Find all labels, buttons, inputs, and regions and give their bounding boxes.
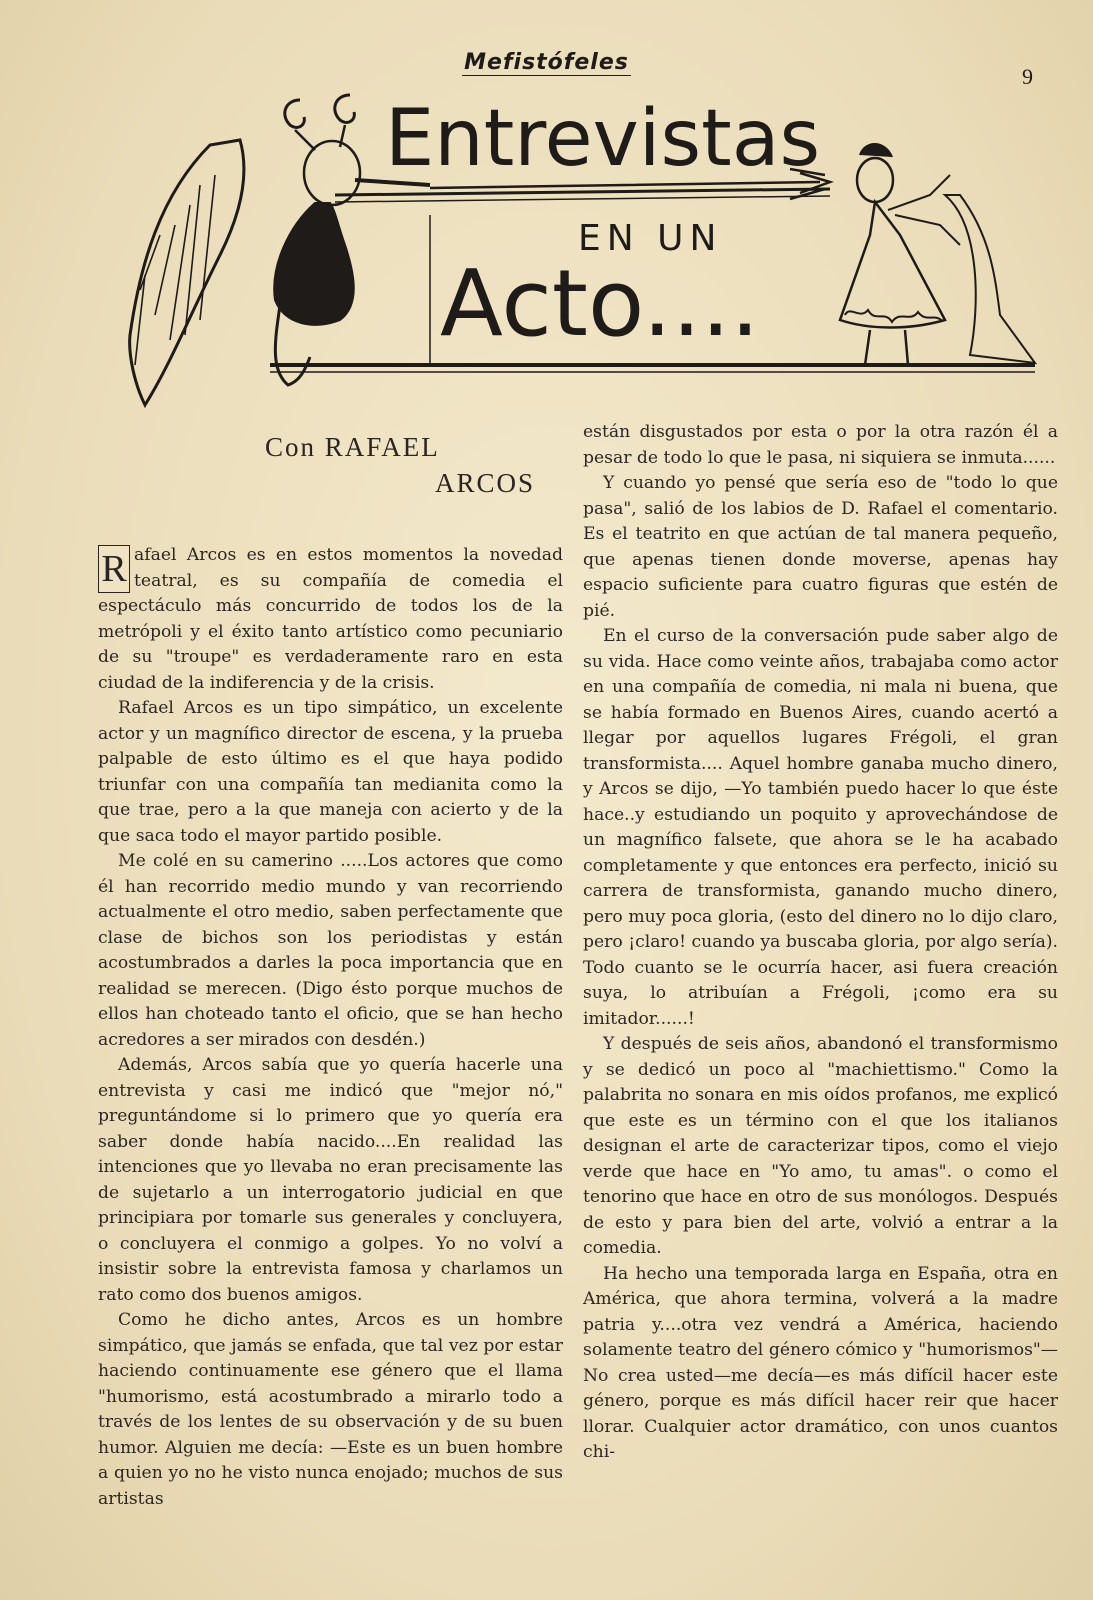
article-paragraph: Rafael Arcos es un tipo simpático, un excelente actor y un magnífico director de escena, y la prueba palpable de esto último es el que haya podido triunfar con una compañía tan medianita como la que trae, pero a la que maneja con acierto y de la que saca todo el mayor partido posible.: [98, 698, 563, 846]
drop-cap: R: [98, 545, 130, 593]
article-paragraph: R afael Arcos es en estos momentos la novedad teatral, es su compañía de comedia el espectáculo más concurrido de todos los de la metrópoli y el éxito tanto artístico como pecuniario de su "troupe" es verdaderamente raro en esta ciudad de la indiferencia y de la crisis.: [98, 545, 563, 693]
masthead-title-line3: Acto....: [440, 250, 760, 357]
article-paragraph: Como he dicho antes, Arcos es un hombre simpático, que jamás se enfada, que tal vez por estar haciendo continuamente ese género que el llama "humorismo, está acostumbrado a mirarlo todo a través de los lentes de su observación y de su buen humor. Alguien me decía: —Este es un buen hombre a quien yo no he visto nunca enojado; muchos de sus artistas: [98, 1310, 563, 1509]
running-title: [0, 50, 1093, 75]
masthead-illustration: [100, 85, 1060, 415]
article-paragraph: En el curso de la conversación pude saber algo de su vida. Hace como veinte años, trabajaba como actor en una compañía de comedia, ni mala ni buena, que se había formado en Buenos Aires, cuando acertó a llegar por aquellos lugares Frégoli, el gran transformista.... Aquel hombre ganaba mucho dinero, y Arcos se dijo, —Yo también puedo hacer lo que éste hace..y estudiando un poquito y aprovechándose de un magnífico falsete, que ahora se le ha acabado completamente y que entonces era perfecto, inició su carrera de transformista, ganando mucho dinero, pero muy poca gloria, (esto del dinero no lo dijo claro, pero ¡claro! cuando ya buscaba gloria, por algo sería). Todo cuanto se le ocurría hacer, asi fuera creación suya, lo atribuían a Frégoli, ¡como era su imitador......!: [583, 626, 1058, 1029]
page-number: 9: [1022, 64, 1033, 89]
masthead-title-line2: EN UN: [578, 218, 723, 259]
article-paragraph: Me colé en su camerino .....Los actores que como él han recorrido medio mundo y van recorriendo actualmente el otro medio, saben perfectamente que clase de bichos son los periodistas y están acostumbrados a darles la poca importancia que en realidad se merecen. (Digo ésto porque muchos de ellos han choteado tanto el oficio, que se han hecho acredores a ser mirados con desdén.): [98, 851, 563, 1050]
article-paragraph: Y después de seis años, abandonó el transformismo y se dedicó un poco al "machiettismo." Como la palabrita no sonara en mis oídos profanos, me explicó que este es un término con el que los italianos designan el arte de caracterizar tipos, como el viejo verde que hace en "Yo amo, tu amas". o como el tenorino que hace en otro de sus monólogos. Después de esto y para bien del arte, volvió a entrar a la comedia.: [583, 1034, 1058, 1258]
magazine-name: Mefistófeles: [464, 50, 629, 75]
article-masthead: [100, 85, 1060, 415]
masthead-title-line1: Entrevistas: [385, 94, 821, 184]
dancer-icon: [840, 144, 1035, 365]
byline-name: ARCOS: [435, 468, 536, 498]
byline-prefix: Con RAFAEL: [265, 432, 440, 462]
article-column-right: [583, 420, 1058, 1466]
article-column-left: [98, 543, 563, 1512]
article-paragraph: Y cuando yo pensé que sería eso de "todo lo que pasa", salió de los labios de D. Rafael el comentario. Es el teatrito en que actúan de tal manera pequeño, que apenas tienen donde moverse, apenas hay espacio suficiente para cuatro figuras que estén de pié.: [583, 473, 1058, 621]
article-paragraph: están disgustados por esta o por la otra razón él a pesar de todo lo que le pasa, ni siquiera se inmuta......: [583, 422, 1058, 468]
article-paragraph: Además, Arcos sabía que yo quería hacerle una entrevista y casi me indicó que "mejor nó," preguntándome si lo primero que yo quería era saber donde había nacido....En realidad las intenciones que yo llevaba no eran precisamente las de sujetarlo a un interrogatorio judicial en que principiara por tomarle sus generales y concluyera, o concluyera el conmigo a golpes. Yo no volví a insistir sobre la entrevista famosa y charlamos un rato como dos buenos amigos.: [98, 1055, 563, 1305]
article-paragraph: Ha hecho una temporada larga en España, otra en América, que ahora termina, volverá a la madre patria y....otra vez vendrá a América, haciendo solamente teatro del género cómico y "humorismos"—No crea usted—me decía—es más difícil hacer este género, porque es más difícil hacer reir que hacer llorar. Cualquier actor dramático, con unos cuantos chi-: [583, 1263, 1058, 1462]
